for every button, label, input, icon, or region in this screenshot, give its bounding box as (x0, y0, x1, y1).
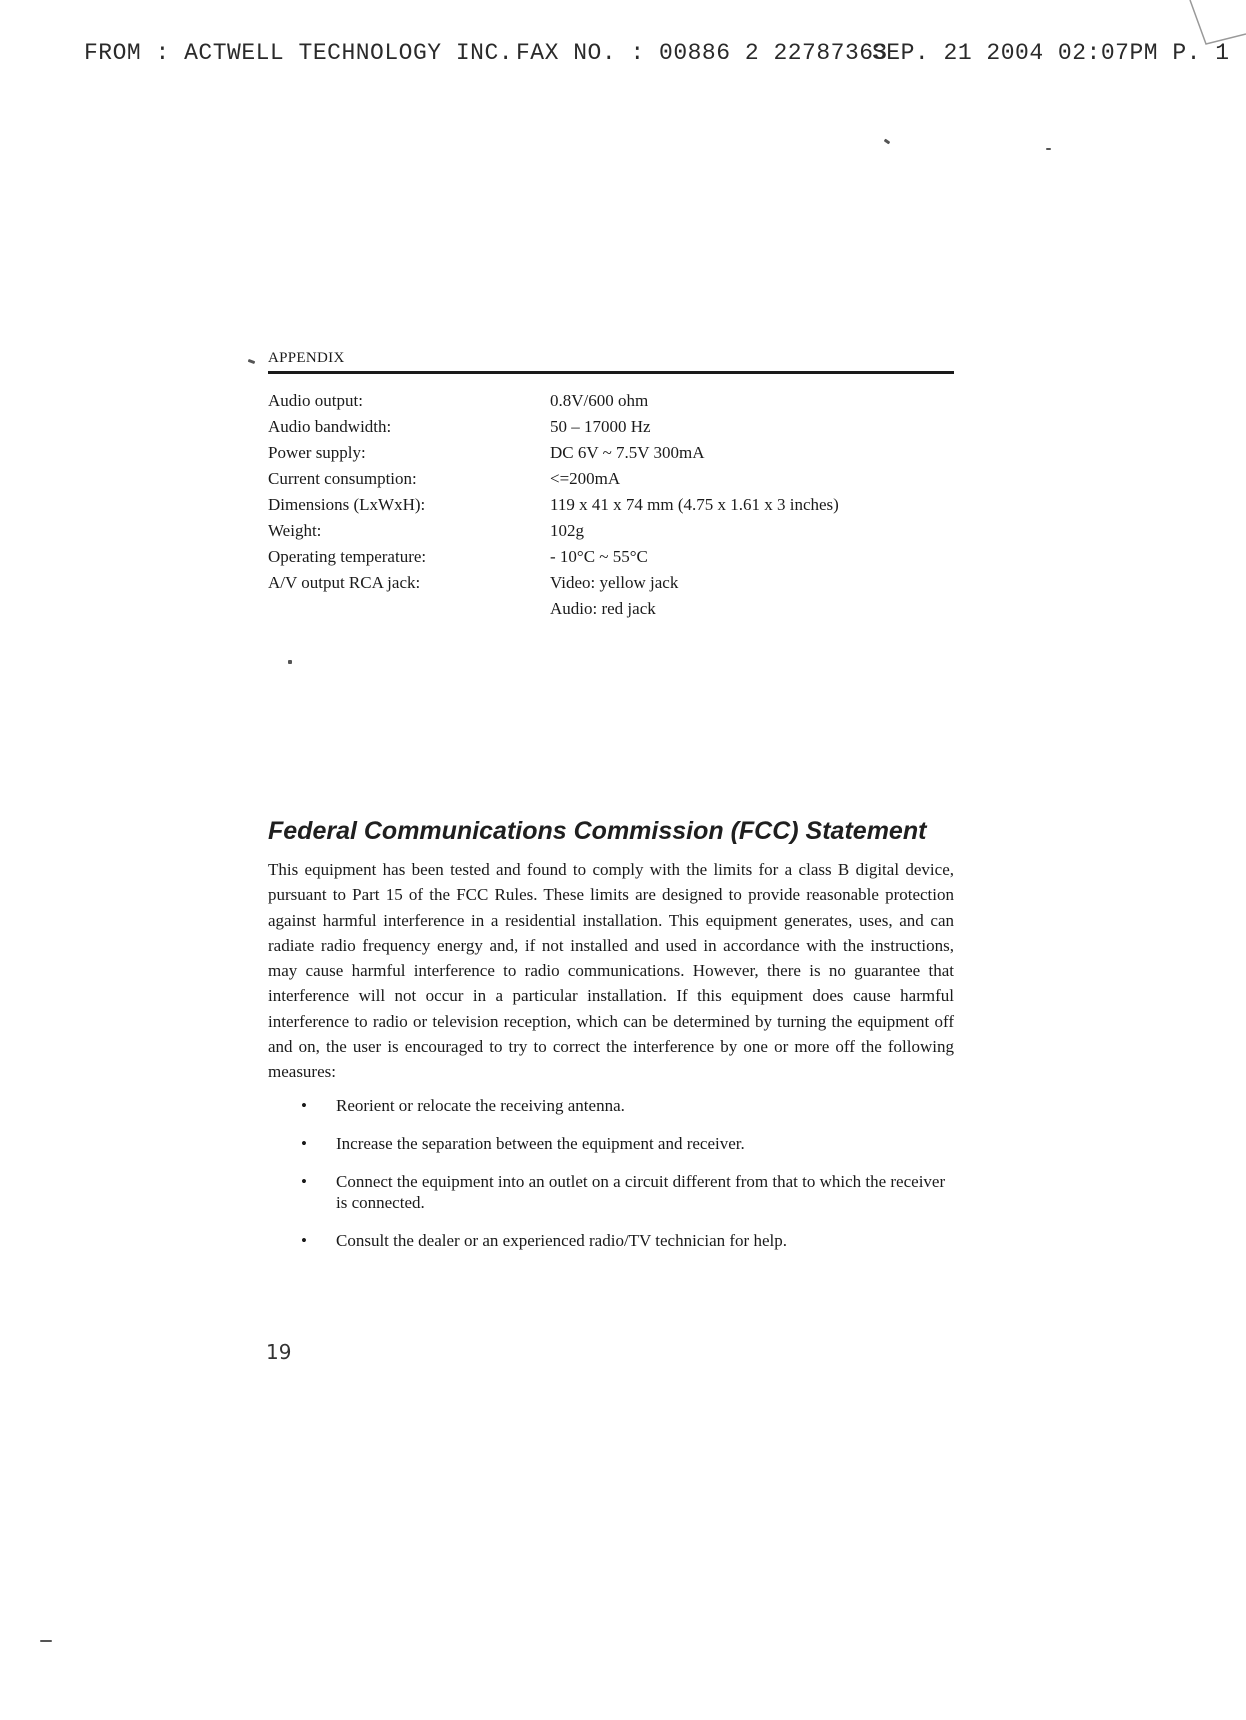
spec-row (268, 596, 954, 622)
scan-speck (248, 359, 256, 364)
scan-speck (40, 1640, 52, 1642)
fcc-measure-item: • Increase the separation between the equipment and receiver. (268, 1133, 954, 1154)
scan-speck (884, 139, 891, 145)
fcc-measures-list (268, 1095, 954, 1251)
fcc-title: Federal Communications Commission (FCC) Statement (268, 817, 927, 845)
spec-value: 0.8V/600 ohm (550, 391, 649, 410)
fcc-body: This equipment has been tested and found to comply with the limits for a class B digital device, pursuant to Part 15 of the FCC Rules. These limits are designed to provide reasonable protection against harmful interference in a residential installation. This equipment generates, uses, and can radiate radio frequency energy and, if not installed and used in accordance with the instructions, may cause harmful interference to radio communications. However, there is no guarantee that interference will not occur in a particular installation. If this equipment does cause harmful interference to radio or television reception, which can be determined by turning the equipment off and on, the user is encouraged to try to correct the interference by one or more off the following measures: (268, 860, 954, 1082)
spec-value: - 10°C ~ 55°C (550, 547, 648, 566)
spec-value: Audio: red jack (550, 599, 656, 618)
spec-label: Audio bandwidth: (268, 417, 392, 436)
appendix-title: APPENDIX (268, 350, 954, 374)
spec-label: Dimensions (LxWxH): (268, 495, 426, 514)
spec-row (268, 518, 954, 544)
spec-label: Operating temperature: (268, 547, 427, 566)
spec-row (268, 492, 954, 518)
fax-sender: FROM : ACTWELL TECHNOLOGY INC. (84, 40, 514, 66)
spec-table (268, 388, 954, 622)
spec-row (268, 570, 954, 596)
fcc-measure-item: • Reorient or relocate the receiving antenna. (268, 1095, 954, 1116)
spec-value: <=200mA (550, 469, 621, 488)
spec-row (268, 388, 954, 414)
spec-value: 102g (550, 521, 584, 540)
fcc-measure-item: • Consult the dealer or an experienced radio/TV technician for help. (268, 1230, 954, 1251)
page-number: 19 (266, 1340, 292, 1364)
spec-value: DC 6V ~ 7.5V 300mA (550, 443, 705, 462)
spec-value: 50 – 17000 Hz (550, 417, 651, 436)
spec-row (268, 414, 954, 440)
spec-label: Current consumption: (268, 469, 417, 488)
spec-label: Audio output: (268, 391, 363, 410)
spec-row (268, 440, 954, 466)
appendix-section (268, 350, 954, 622)
spec-label (268, 596, 550, 622)
scan-speck (288, 660, 292, 664)
spec-label: Weight: (268, 521, 322, 540)
scan-speck (1046, 148, 1051, 150)
fcc-section (268, 818, 954, 1268)
spec-row (268, 544, 954, 570)
spec-value: 119 x 41 x 74 mm (4.75 x 1.61 x 3 inches) (550, 495, 839, 514)
spec-label: A/V output RCA jack: (268, 573, 421, 592)
spec-value: Video: yellow jack (550, 573, 679, 592)
fcc-measure-item: • Connect the equipment into an outlet on a circuit different from that to which the receiver is connected. (268, 1171, 954, 1213)
fax-date-page: SEP. 21 2004 02:07PM P. 1 (872, 40, 1230, 66)
spec-row (268, 466, 954, 492)
spec-label: Power supply: (268, 443, 366, 462)
fax-number: FAX NO. : 00886 2 22787363 (516, 40, 888, 66)
